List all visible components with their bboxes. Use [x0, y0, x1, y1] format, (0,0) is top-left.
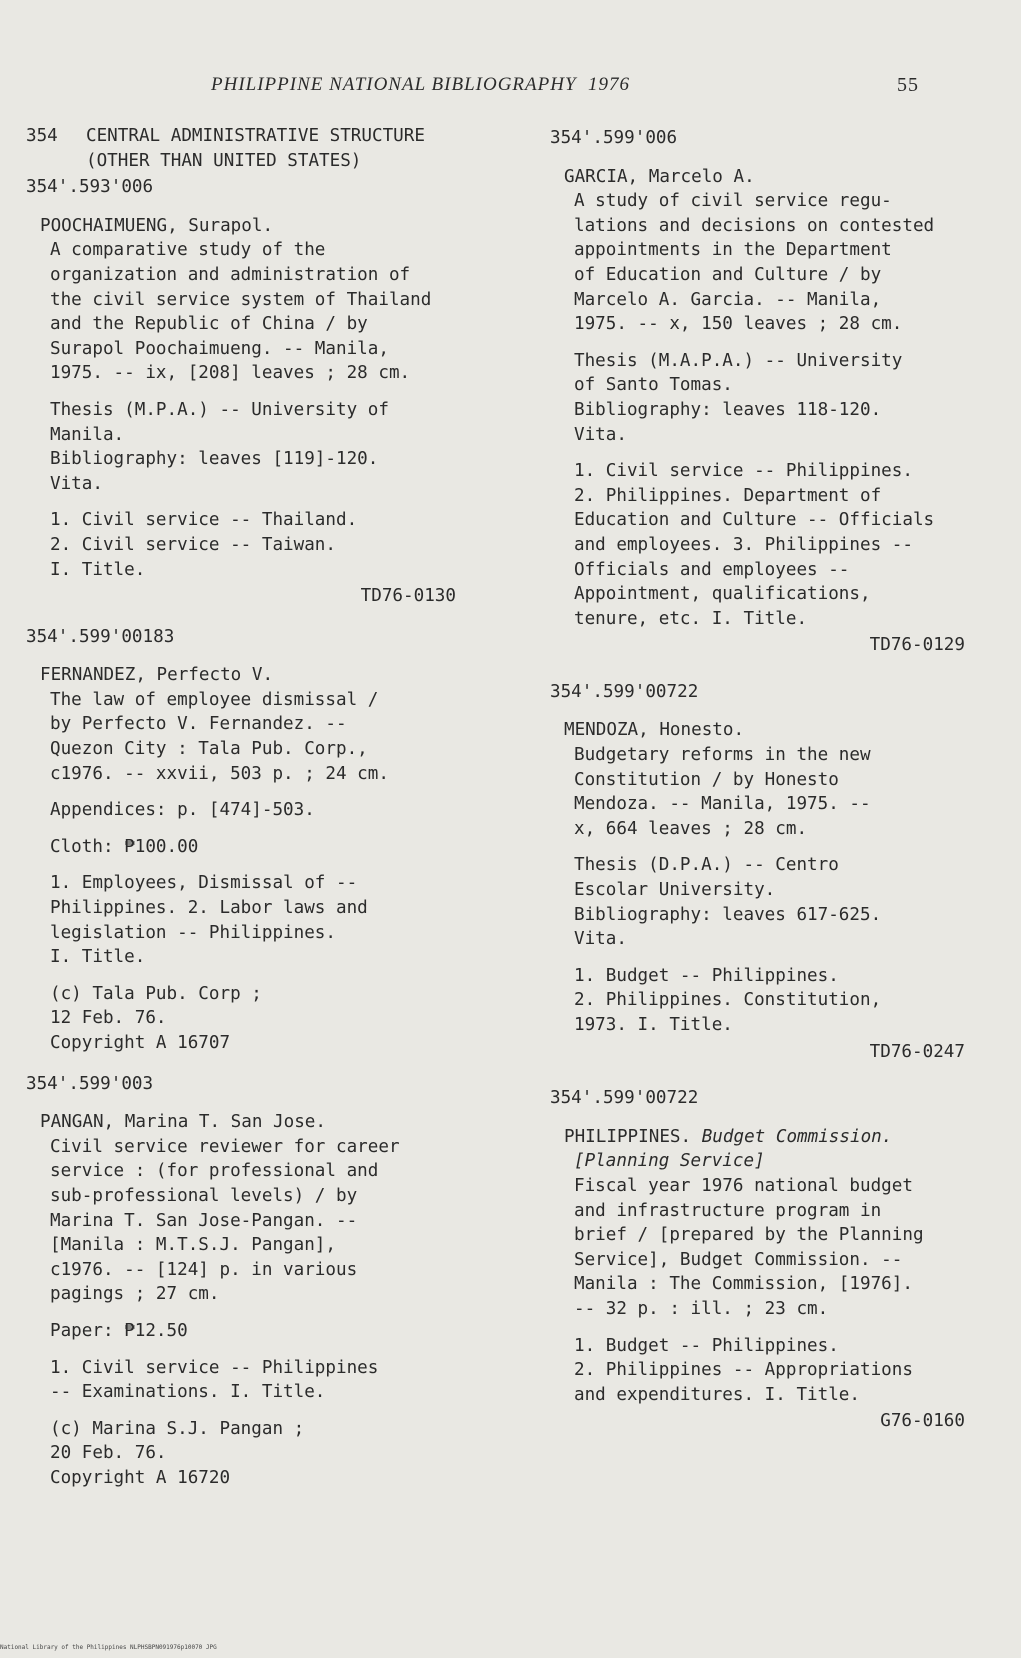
entry-subjects: 1. Budget -- Philippines. 2. Philippines -- Appropriations and expenditures. I. Title. — [574, 1335, 913, 1405]
entry-subjects: 1. Civil service -- Philippines. 2. Philippines. Department of Education and Culture -- Officials and employees. 3. Philippines -- Officials and employees -- Appointment, qualifications, tenure, etc. I. Title. — [574, 461, 935, 629]
control-number: TD76-0247 — [869, 1041, 965, 1062]
entry-author — [550, 1125, 1005, 1150]
catalog-entry — [550, 126, 1005, 658]
catalog-entry — [26, 175, 496, 609]
header-year: 1976 — [588, 74, 631, 95]
call-number: 354'.599'00722 — [550, 1088, 699, 1109]
call-number: 354'.599'00722 — [550, 681, 699, 702]
entry-author-subdivision: Budget Commission. — [701, 1126, 893, 1147]
entry-price: Cloth: ₱100.00 — [50, 836, 199, 857]
entry-author-name: PHILIPPINES. — [564, 1126, 692, 1147]
catalog-entry — [550, 680, 1005, 1064]
entry-note: Thesis (M.A.P.A.) -- University of Santo Tomas. Bibliography: leaves 118-120. Vita. — [574, 350, 903, 445]
entry-subjects: 1. Civil service -- Philippines -- Examinations. I. Title. — [50, 1357, 379, 1403]
control-number: G76-0160 — [880, 1411, 965, 1432]
entry-note: Appendices: p. [474]-503. — [50, 800, 315, 821]
entry-subjects: 1. Budget -- Philippines. 2. Philippines. Constitution, 1973. I. Title. — [574, 965, 882, 1035]
entry-subjects: 1. Civil service -- Thailand. 2. Civil service -- Taiwan. I. Title. — [50, 510, 358, 580]
entry-subjects: 1. Employees, Dismissal of -- Philippines. 2. Labor laws and legislation -- Philippines. I. Title. — [50, 873, 368, 968]
entry-description: A comparative study of the organization and administration of the civil service system of Thailand and the Republic of China / by Surapol Poochaimueng. -- Manila, 1975. -- ix, [208] leaves ; 28 cm. — [50, 240, 432, 384]
catalog-entry — [26, 625, 496, 1056]
left-column — [26, 124, 496, 1507]
section-number: 354 — [26, 126, 58, 146]
entry-author-subunit: [Planning Service] — [574, 1151, 765, 1172]
call-number: 354'.599'006 — [550, 128, 678, 148]
entry-author: GARCIA, Marcelo A. — [564, 166, 755, 187]
right-column — [550, 124, 1005, 1450]
entry-author: FERNANDEZ, Perfecto V. — [40, 665, 274, 686]
entry-note: Thesis (M.P.A.) -- University of Manila. Bibliography: leaves [119]-120. Vita. — [50, 399, 389, 494]
entry-author: POOCHAIMUENG, Surapol. — [40, 215, 274, 236]
entry-description: Civil service reviewer for career service : (for professional and sub-professional levels) / by Marina T. San Jose-Pangan. -- [Manila : M.T.S.J. Pangan], c1976. -- [124] p. in various pagings ; 27 cm. — [50, 1136, 400, 1305]
entry-author: PANGAN, Marina T. San Jose. — [40, 1112, 326, 1133]
call-number: 354'.593'006 — [26, 177, 154, 198]
header-title-text: PHILIPPINE NATIONAL BIBLIOGRAPHY — [211, 74, 577, 95]
scan-footer: National Library of the Philippines NLPHSBPN091976p10070 JPG — [0, 1644, 217, 1651]
entry-copyright: (c) Tala Pub. Corp ; 12 Feb. 76. Copyright A 16707 — [50, 983, 262, 1053]
call-number: 354'.599'003 — [26, 1073, 154, 1094]
entry-description: A study of civil service regu- lations and decisions on contested appointments in the Department of Education and Culture / by Marcelo A. Garcia. -- Manila, 1975. -- x, 150 leaves ; 28 cm. — [574, 191, 935, 335]
entry-description: Budgetary reforms in the new Constitution / by Honesto Mendoza. -- Manila, 1975. -- x, 664 leaves ; 28 cm. — [574, 745, 871, 839]
entry-description: The law of employee dismissal / by Perfecto V. Fernandez. -- Quezon City : Tala Pub. Corp., c1976. -- xxvii, 503 p. ; 24 cm. — [50, 689, 389, 784]
catalog-entry — [550, 1086, 1005, 1434]
entry-note: Thesis (D.P.A.) -- Centro Escolar University. Bibliography: leaves 617-625. Vita. — [574, 855, 882, 950]
entry-copyright: (c) Marina S.J. Pangan ; 20 Feb. 76. Copyright A 16720 — [50, 1418, 305, 1488]
entry-author: MENDOZA, Honesto. — [564, 720, 745, 741]
catalog-entry — [26, 1072, 496, 1491]
header-title — [211, 74, 630, 96]
entry-description: Fiscal year 1976 national budget and infrastructure program in brief / [prepared by the Planning Service], Budget Commission. -- Manila : The Commission, [1976]. -- 32 p. : ill. ; 23 cm. — [574, 1175, 924, 1319]
page-number: 55 — [897, 74, 919, 96]
call-number: 354'.599'00183 — [26, 626, 175, 647]
entry-price: Paper: ₱12.50 — [50, 1320, 188, 1341]
control-number: TD76-0129 — [869, 635, 965, 656]
section-heading — [26, 124, 496, 173]
section-title: CENTRAL ADMINISTRATIVE STRUCTURE (OTHER THAN UNITED STATES) — [86, 126, 425, 171]
running-header — [0, 74, 1021, 104]
control-number: TD76-0130 — [360, 586, 456, 607]
